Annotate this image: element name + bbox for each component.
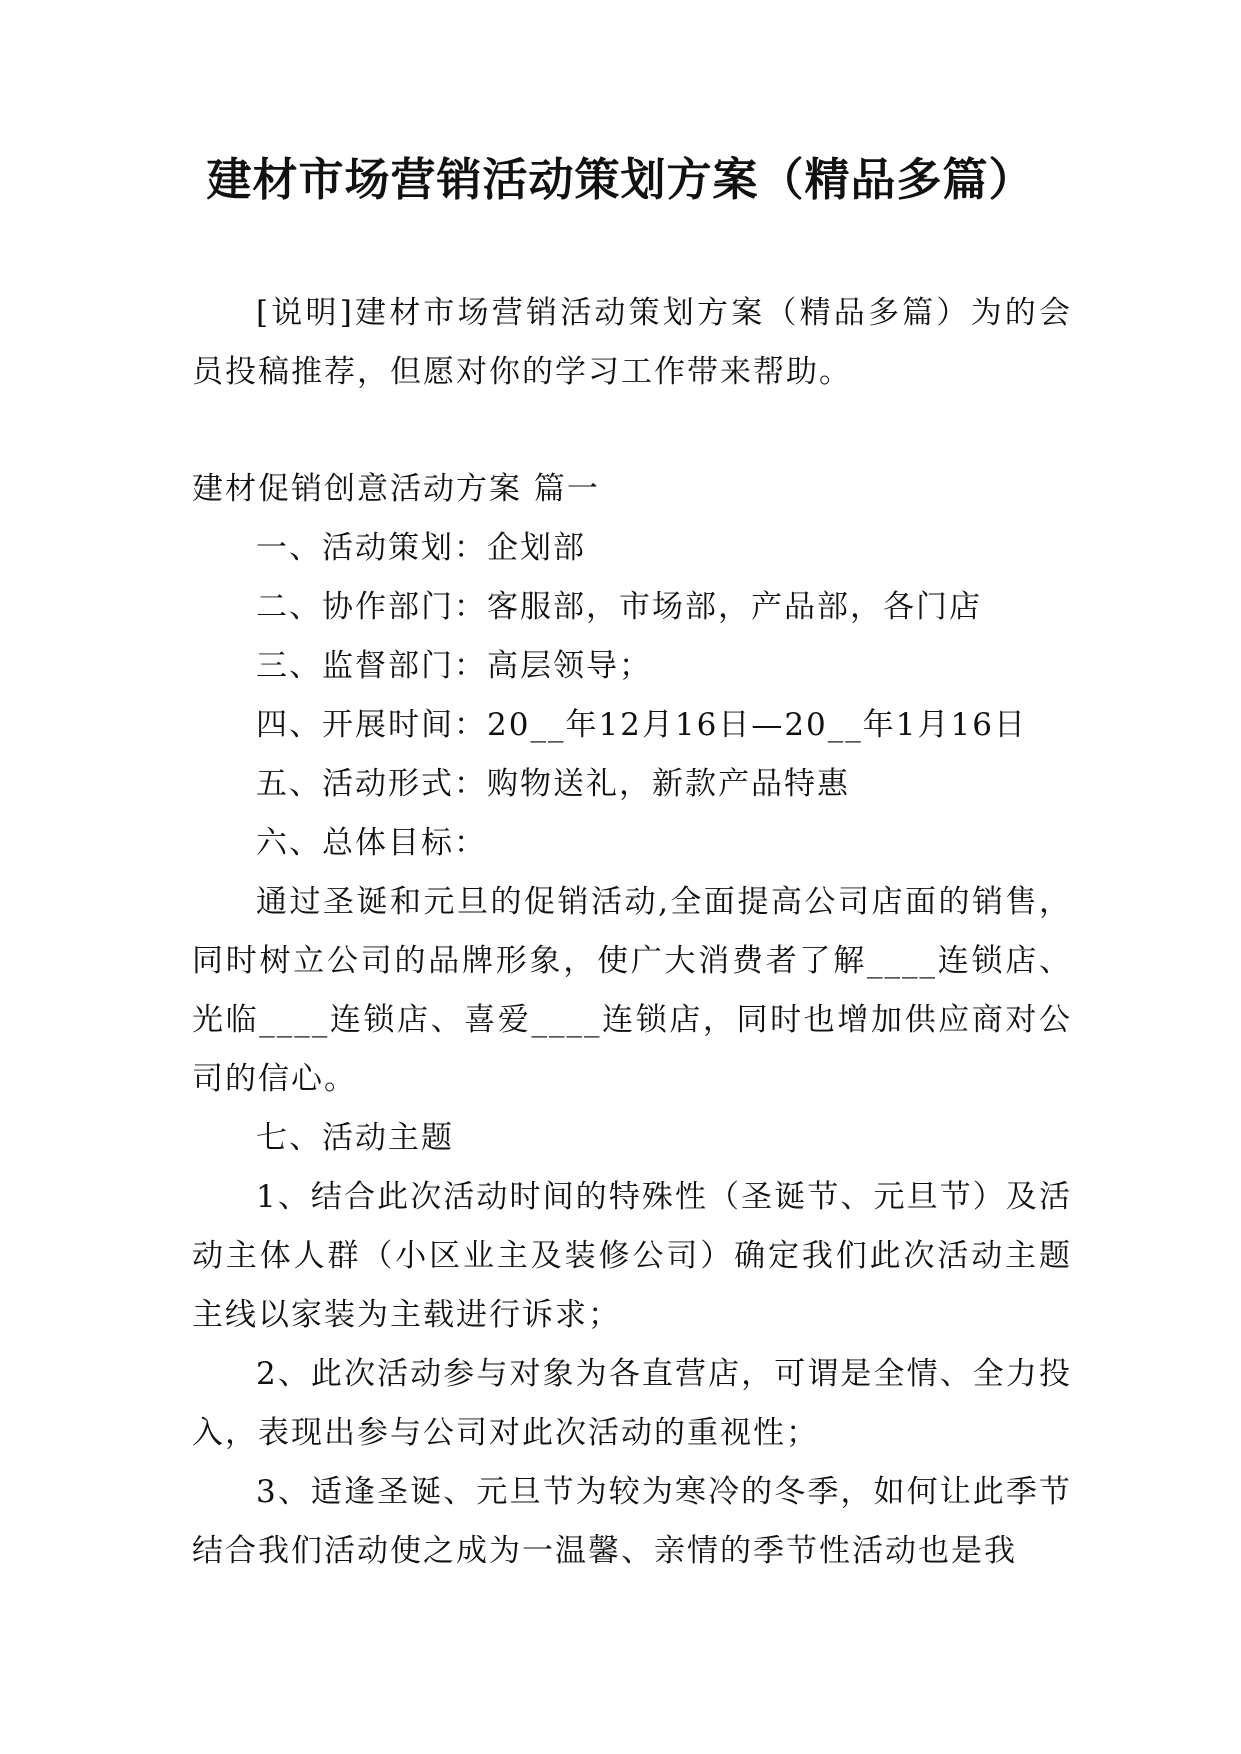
list-item: 六、总体目标： bbox=[256, 825, 487, 861]
theme-point: 1、结合此次活动时间的特殊性（圣诞节、元旦节）及活动主体人群（小区业主及装修公司）确定我们此次活动主题主线以家装为主载进行诉求； bbox=[192, 1179, 1072, 1333]
goal-paragraph: 通过圣诞和元旦的促销活动,全面提高公司店面的销售，同时树立公司的品牌形象，使广大消费者了解____连锁店、光临____连锁店、喜爱____连锁店，同时也增加供应商对公司的信心。 bbox=[192, 884, 1072, 1097]
list-item: 四、开展时间：20__年12月16日—20__年1月16日 bbox=[256, 707, 1027, 743]
document-body bbox=[192, 284, 1072, 1581]
list-item: 二、协作部门：客服部，市场部，产品部，各门店 bbox=[256, 589, 982, 625]
theme-point: 3、适逢圣诞、元旦节为较为寒冷的冬季，如何让此季节结合我们活动使之成为一温馨、亲情的季节性活动也是我 bbox=[192, 1474, 1072, 1569]
list-item: 五、活动形式：购物送礼，新款产品特惠 bbox=[256, 766, 850, 802]
list-item: 一、活动策划：企划部 bbox=[256, 530, 586, 566]
list-item: 三、监督部门：高层领导； bbox=[256, 648, 652, 684]
document-title: 建材市场营销活动策划方案（精品多篇） bbox=[206, 153, 1035, 206]
section-heading: 建材促销创意活动方案 篇一 bbox=[192, 471, 600, 507]
theme-heading: 七、活动主题 bbox=[256, 1120, 454, 1156]
theme-point: 2、此次活动参与对象为各直营店，可谓是全情、全力投入，表现出参与公司对此次活动的重视性； bbox=[192, 1356, 1072, 1451]
note-paragraph: [说明]建材市场营销活动策划方案（精品多篇）为的会员投稿推荐，但愿对你的学习工作带来帮助。 bbox=[192, 295, 1072, 390]
